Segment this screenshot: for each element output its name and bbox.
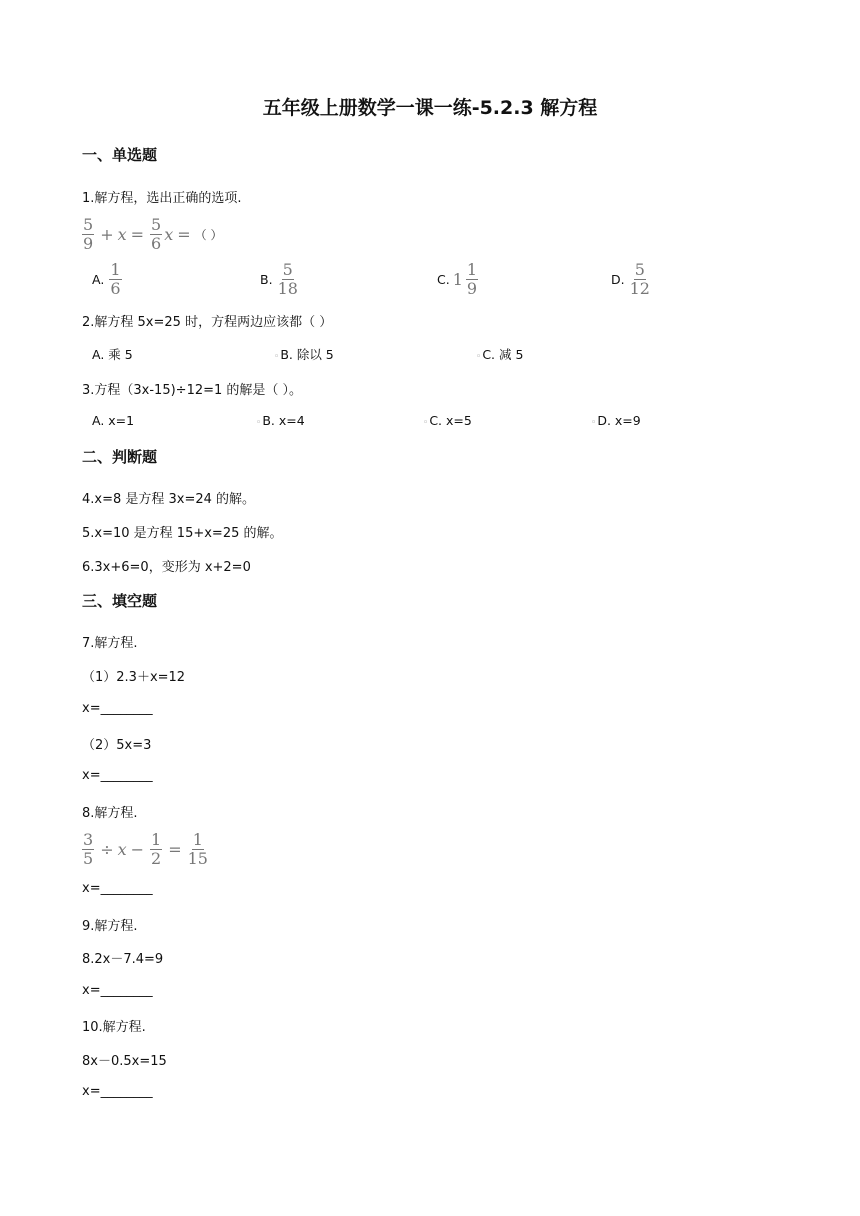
question-1-equation: $\frac{5}{9}$ + x = $\frac{5}{6}$ x = （ ） [83, 215, 223, 253]
fraction: $\frac{1}{6}$ [110, 260, 121, 298]
q1-option-a[interactable]: A. $\frac{1}{6}$ [92, 260, 121, 298]
q2-option-b[interactable]: ◦B. 除以 5 [274, 347, 334, 362]
q2-option-a[interactable]: A. 乘 5 [92, 347, 133, 362]
question-2-stem: 2.解方程 5x=25 时，方程两边应该都（ ） [82, 315, 333, 330]
q3-option-a[interactable]: A. x=1 [92, 413, 135, 428]
question-4: 4.x=8 是方程 3x=24 的解。 [82, 492, 256, 507]
section-heading-single-choice: 一、单选题 [82, 146, 158, 164]
question-9-stem: 9.解方程. [82, 919, 138, 934]
fraction: $\frac{1}{15}$ [187, 830, 208, 868]
section-heading-true-false: 二、判断题 [82, 448, 158, 466]
question-3-stem: 3.方程（3x-15)÷12=1 的解是（ ）。 [82, 383, 303, 398]
bullet-icon: ◦ [591, 418, 597, 428]
fraction: $\frac{3}{5}$ [83, 830, 94, 868]
question-10-equation: 8x－0.5x=15 [82, 1054, 167, 1069]
section-heading-fill-blank: 三、填空题 [82, 592, 158, 610]
q3-option-c[interactable]: ◦C. x=5 [423, 413, 472, 428]
question-5: 5.x=10 是方程 15+x=25 的解。 [82, 526, 283, 541]
answer-blank[interactable]: x=________ [82, 701, 153, 716]
question-9-equation: 8.2x－7.4=9 [82, 952, 164, 967]
q1-option-d[interactable]: D. $\frac{5}{12}$ [611, 260, 650, 298]
bullet-icon: ◦ [423, 418, 429, 428]
bullet-icon: ◦ [256, 418, 262, 428]
answer-blank[interactable]: x=________ [82, 983, 153, 998]
page-title: 五年级上册数学一课一练-5.2.3 解方程 [262, 97, 598, 119]
q3-option-b[interactable]: ◦B. x=4 [256, 413, 305, 428]
q1-option-b[interactable]: B. $\frac{5}{18}$ [260, 260, 298, 298]
fraction: $\frac{5}{12}$ [629, 260, 650, 298]
answer-blank[interactable]: x=________ [82, 1084, 153, 1099]
fraction: $\frac{5}{18}$ [277, 260, 298, 298]
question-8-equation: $\frac{3}{5}$ ÷ x − $\frac{1}{2}$ = $\frac{1}{15}$ [83, 830, 208, 868]
q2-option-c[interactable]: ◦C. 减 5 [476, 347, 524, 362]
fraction: $\frac{5}{6}$ [151, 215, 162, 253]
question-6: 6.3x+6=0，变形为 x+2=0 [82, 560, 251, 575]
bullet-icon: ◦ [274, 352, 280, 362]
question-1-stem: 1.解方程，选出正确的选项. [82, 191, 242, 206]
q3-option-d[interactable]: ◦D. x=9 [591, 413, 641, 428]
fraction: $\frac{1}{2}$ [151, 830, 162, 868]
question-10-stem: 10.解方程. [82, 1020, 146, 1035]
question-7-part-2: （2）5x=3 [82, 738, 152, 753]
answer-blank[interactable]: x=________ [82, 881, 153, 896]
question-8-stem: 8.解方程. [82, 806, 138, 821]
question-7-part-1: （1）2.3＋x=12 [82, 670, 186, 685]
q1-option-c[interactable]: C. 1 $\frac{1}{9}$ [437, 260, 478, 298]
fraction: $\frac{5}{9}$ [83, 215, 94, 253]
question-7-stem: 7.解方程. [82, 636, 138, 651]
fraction: $\frac{1}{9}$ [466, 260, 478, 298]
answer-blank[interactable]: x=________ [82, 768, 153, 783]
bullet-icon: ◦ [476, 352, 482, 362]
